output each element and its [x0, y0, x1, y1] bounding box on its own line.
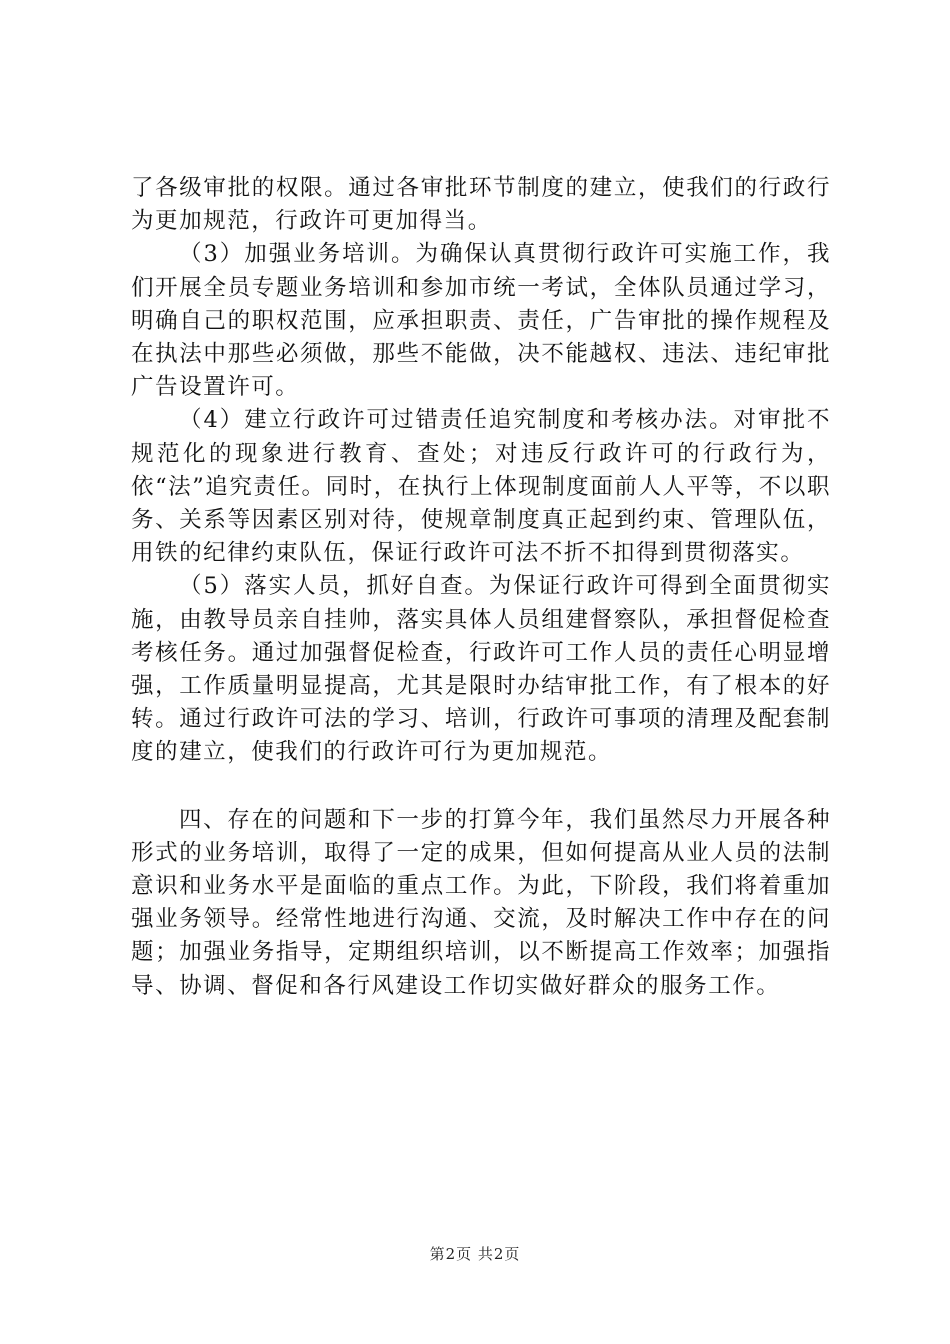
- paragraph-continuation: 了各级审批的权限。通过各审批环节制度的建立，使我们的行政行为更加规范，行政许可更加得当。: [131, 175, 831, 235]
- paragraph-section-4: 四、存在的问题和下一步的打算今年，我们虽然尽力开展各种形式的业务培训，取得了一定的成果，但如何提高从业人员的法制意识和业务水平是面临的重点工作。为此，下阶段，我们将着重加强业务领导。经常性地进行沟通、交流，及时解决工作中存在的问题；加强业务指导，定期组织培训，以不断提高工作效率；加强指导、协调、督促和各行风建设工作切实做好群众的服务工作。: [131, 806, 831, 999]
- paragraph-item-3: （3）加强业务培训。为确保认真贯彻行政许可实施工作，我们开展全员专题业务培训和参加市统一考试，全体队员通过学习，明确自己的职权范围，应承担职责、责任，广告审批的操作规程及在执法中那些必须做，那些不能做，决不能越权、违法、违纪审批广告设置许可。: [131, 241, 831, 401]
- paragraph-item-4: （4）建立行政许可过错责任追究制度和考核办法。对审批不规范化的现象进行教育、查处；对违反行政许可的行政行为，依“法”追究责任。同时，在执行上体现制度面前人人平等，不以职务、关系等因素区别对待，使规章制度真正起到约束、管理队伍，用铁的纪律约束队伍，保证行政许可法不折不扣得到贯彻落实。: [131, 407, 831, 567]
- document-body: [131, 172, 831, 1003]
- paragraph-item-5: （5）落实人员，抓好自查。为保证行政许可得到全面贯彻实施，由教导员亲自挂帅，落实具体人员组建督察队，承担督促检查考核任务。通过加强督促检查，行政许可工作人员的责任心明显增强，工作质量明显提高，尤其是限时办结审批工作，有了根本的好转。通过行政许可法的学习、培训，行政许可事项的清理及配套制度的建立，使我们的行政许可行为更加规范。: [131, 573, 831, 766]
- page-number-footer: 第2页 共2页: [429, 1245, 521, 1263]
